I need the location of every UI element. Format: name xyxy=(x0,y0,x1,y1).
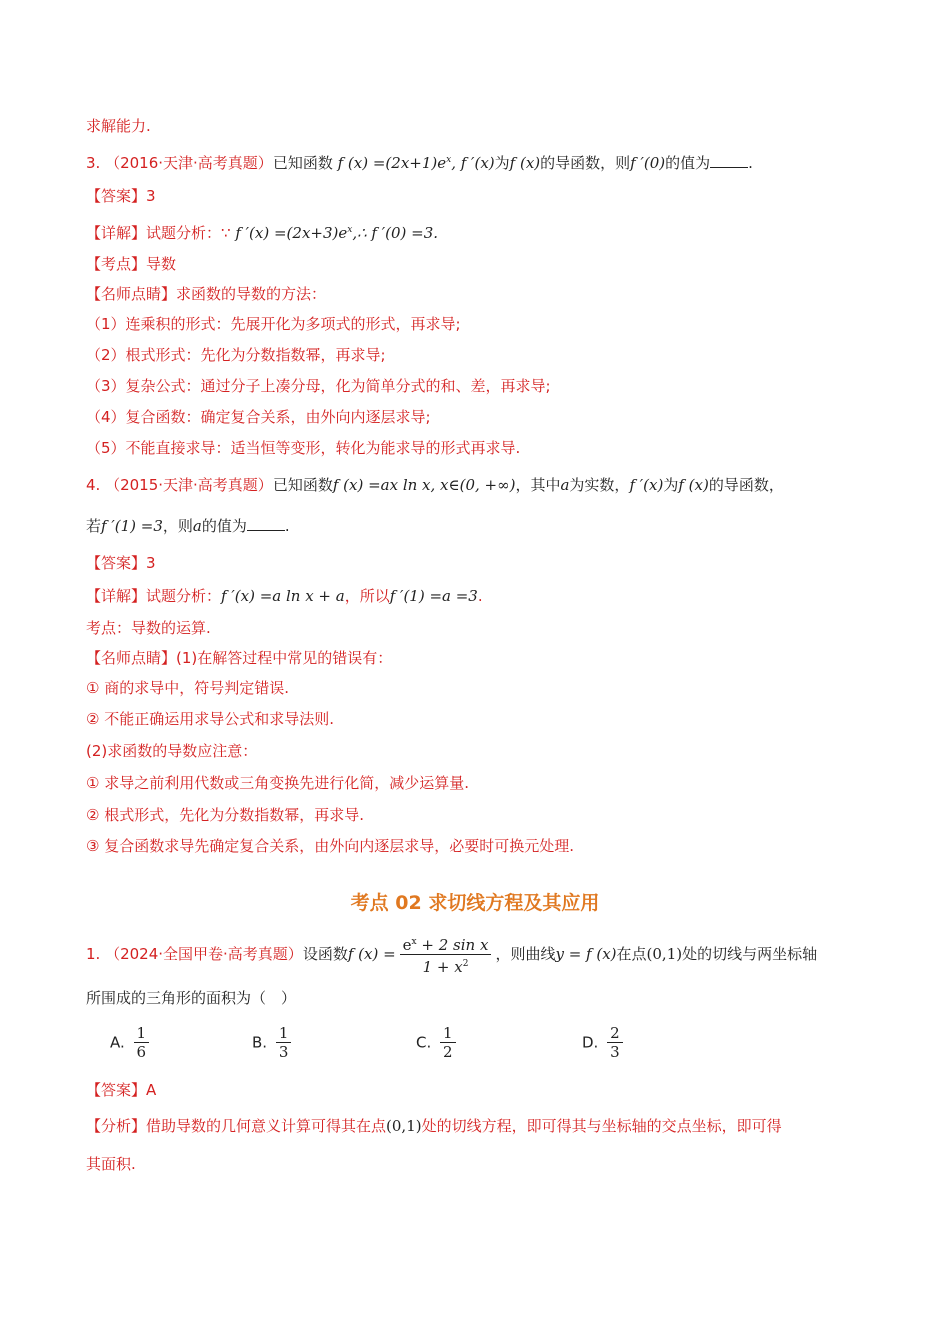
section-title: 考点 02 求切线方程及其应用 xyxy=(350,892,600,914)
formula: f (x) xyxy=(678,476,709,494)
question-source: （2016·天津·高考真题） xyxy=(105,154,273,172)
tip-item: ② 不能正确运用求导公式和求导法则. xyxy=(86,710,334,728)
tip-item: ③ 复合函数求导先确定复合关系，由外向内逐层求导，必要时可换元处理. xyxy=(86,837,574,855)
formula: f $(x) =(2x+1)e^x$, f ′(x) xyxy=(337,154,495,172)
teacher-tip-4: 【名师点睛】(1)在解答过程中常见的错误有： xyxy=(86,649,393,667)
tip-item: ① 商的求导中，符号判定错误. xyxy=(86,679,289,697)
teacher-tip-3: 【名师点睛】求函数的导数的方法： xyxy=(86,285,327,303)
knowledge-point-4: 考点：导数的运算. xyxy=(86,619,211,637)
formula: f (x) = xyxy=(347,945,396,963)
option-b[interactable]: B. $\frac{1}{3}$ xyxy=(252,1024,295,1061)
option-a[interactable]: A. $\frac{1}{6}$ xyxy=(110,1024,153,1061)
detail-3: 【详解】试题分析：∵ f $'(x) =(2x+3)e^x,\therefore$ f ′(0) =3. xyxy=(86,224,439,242)
formula: f ′(1) =3 xyxy=(101,517,163,535)
formula: f ′(1) =a =3 xyxy=(389,587,478,605)
formula: (0,1) xyxy=(386,1117,422,1135)
answer-blank xyxy=(247,516,285,531)
continued-text: 求解能力. xyxy=(86,117,151,135)
question-number: 3. xyxy=(86,154,101,172)
option-c[interactable]: C. $\frac{1}{2}$ xyxy=(416,1024,460,1061)
answer-blank xyxy=(710,153,748,168)
tip-item: （4）复合函数：确定复合关系，由外向内逐层求导; xyxy=(86,408,431,426)
formula: f ′(x) =a ln x + a xyxy=(221,587,345,605)
formula: f $'(x) =(2x+3)e^x,\therefore$ f ′(0) =3. xyxy=(235,224,439,242)
question-4-cont: 若f ′(1) =3，则a的值为 . xyxy=(86,517,290,535)
analysis-1: 【分析】借助导数的几何意义计算可得其在点(0,1)处的切线方程，即可得其与坐标轴的交点坐标，即可得 xyxy=(86,1117,782,1135)
formula: f ′(0) xyxy=(630,154,666,172)
formula: f (x) =ax ln x, x∈(0, +∞) xyxy=(332,476,516,494)
analysis-1-cont: 其面积. xyxy=(86,1155,136,1173)
formula: f (x) xyxy=(509,154,541,172)
tip-item: （1）连乘积的形式：先展开化为多项式的形式，再求导; xyxy=(86,315,461,333)
knowledge-point-3: 【考点】导数 xyxy=(86,255,177,273)
detail-4: 【详解】试题分析：f ′(x) =a ln x + a，所以f ′(1) =a =3. xyxy=(86,587,483,605)
question-4: 4. （2015·天津·高考真题）已知函数f (x) =ax ln x, x∈(0, +∞)，其中a为实数，f ′(x)为f (x)的导函数， xyxy=(86,476,784,494)
answer-1: 【答案】A xyxy=(86,1081,157,1099)
tip-item: （2）根式形式：先化为分数指数幂，再求导; xyxy=(86,346,386,364)
option-d[interactable]: D. $\frac{2}{3}$ xyxy=(582,1024,627,1061)
question-3: 3. （2016·天津·高考真题）已知函数 f $(x) =(2x+1)e^x$, f ′(x)为f (x)的导函数，则f ′(0)的值为 . xyxy=(86,154,753,172)
fraction: $\frac{e^x + 2 \sin x}{1 + x^2}$ xyxy=(400,933,492,976)
tip-item: （5）不能直接求导：适当恒等变形，转化为能求导的形式再求导. xyxy=(86,439,521,457)
question-1-cont: 所围成的三角形的面积为（ ） xyxy=(86,989,297,1007)
answer-3: 【答案】3 xyxy=(86,187,156,205)
tip-item: ② 根式形式，先化为分数指数幂，再求导. xyxy=(86,806,364,824)
answer-4: 【答案】3 xyxy=(86,554,156,572)
tip-item: ① 求导之前利用代数或三角变换先进行化简，减少运算量. xyxy=(86,774,469,792)
formula: y = f (x) xyxy=(555,945,617,963)
formula: f ′(x) xyxy=(629,476,664,494)
question-1: 1. （2024·全国甲卷·高考真题）设函数f (x) = $\frac{e^x + 2 \sin x}{1 + x^2}$ ，则曲线y = f (x)在点(0,1)处的切线与两坐标轴 xyxy=(86,933,817,976)
tip-item: (2)求函数的导数应注意： xyxy=(86,742,258,760)
formula: (0,1) xyxy=(646,945,683,963)
tip-item: （3）复杂公式：通过分子上凑分母，化为简单分式的和、差，再求导; xyxy=(86,377,551,395)
